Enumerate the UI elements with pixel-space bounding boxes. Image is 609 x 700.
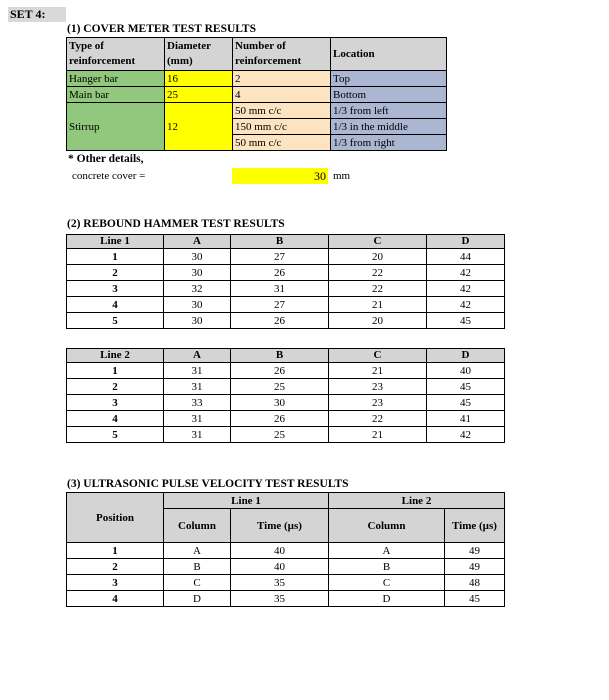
line1-column-cell: C bbox=[164, 575, 231, 591]
other-details-label: * Other details, bbox=[68, 153, 144, 165]
position-cell: 3 bbox=[67, 575, 164, 591]
position-cell: 1 bbox=[67, 543, 164, 559]
value-cell-b: 27 bbox=[231, 249, 329, 265]
value-cell-a: 32 bbox=[164, 281, 231, 297]
column-header: Column bbox=[164, 509, 231, 543]
value-cell-b: 25 bbox=[231, 427, 329, 443]
table-row bbox=[67, 71, 447, 87]
table-row bbox=[67, 313, 505, 329]
rebound-line2-table bbox=[66, 348, 505, 443]
diameter-cell: 16 bbox=[165, 71, 233, 87]
column-header-c: C bbox=[329, 349, 427, 363]
row-number: 5 bbox=[67, 427, 164, 443]
time-header: Time (µs) bbox=[445, 509, 505, 543]
table-row bbox=[67, 575, 505, 591]
location-cell: 1/3 in the middle bbox=[331, 119, 447, 135]
diameter-cell: 12 bbox=[165, 103, 233, 151]
value-cell-a: 30 bbox=[164, 265, 231, 281]
value-cell-d: 42 bbox=[427, 265, 505, 281]
value-cell-b: 26 bbox=[231, 363, 329, 379]
row-number: 3 bbox=[67, 281, 164, 297]
value-cell-d: 41 bbox=[427, 411, 505, 427]
number-cell: 4 bbox=[233, 87, 331, 103]
line-label: Line 2 bbox=[67, 349, 164, 363]
row-number: 1 bbox=[67, 363, 164, 379]
value-cell-a: 31 bbox=[164, 379, 231, 395]
upv-title: (3) ULTRASONIC PULSE VELOCITY TEST RESULTS bbox=[67, 478, 349, 490]
value-cell-d: 40 bbox=[427, 363, 505, 379]
rebound-line1-table bbox=[66, 234, 505, 329]
line2-column-cell: B bbox=[329, 559, 445, 575]
line2-header: Line 2 bbox=[329, 493, 505, 509]
concrete-cover-value: 30 bbox=[232, 168, 328, 184]
cover-meter-title: (1) COVER METER TEST RESULTS bbox=[67, 23, 256, 35]
header-diameter: Diameter (mm) bbox=[165, 38, 233, 71]
type-cell: Stirrup bbox=[67, 103, 165, 151]
upv-table bbox=[66, 492, 505, 607]
header-type: Type of reinforcement bbox=[67, 38, 165, 71]
table-row bbox=[67, 87, 447, 103]
value-cell-c: 21 bbox=[329, 427, 427, 443]
rebound-title: (2) REBOUND HAMMER TEST RESULTS bbox=[67, 218, 285, 230]
set-label: SET 4: bbox=[8, 7, 66, 22]
value-cell-b: 30 bbox=[231, 395, 329, 411]
location-cell: 1/3 from right bbox=[331, 135, 447, 151]
table-row bbox=[67, 265, 505, 281]
column-header-b: B bbox=[231, 235, 329, 249]
value-cell-d: 42 bbox=[427, 297, 505, 313]
header-number: Number of reinforcement bbox=[233, 38, 331, 71]
diameter-cell: 25 bbox=[165, 87, 233, 103]
line2-time-cell: 45 bbox=[445, 591, 505, 607]
value-cell-b: 25 bbox=[231, 379, 329, 395]
row-number: 1 bbox=[67, 249, 164, 265]
value-cell-a: 31 bbox=[164, 427, 231, 443]
line2-column-cell: D bbox=[329, 591, 445, 607]
value-cell-c: 21 bbox=[329, 297, 427, 313]
position-cell: 4 bbox=[67, 591, 164, 607]
row-number: 2 bbox=[67, 265, 164, 281]
value-cell-b: 26 bbox=[231, 265, 329, 281]
row-number: 4 bbox=[67, 411, 164, 427]
line2-column-cell: C bbox=[329, 575, 445, 591]
spacing-cell: 50 mm c/c bbox=[233, 103, 331, 119]
value-cell-c: 22 bbox=[329, 411, 427, 427]
table-row bbox=[67, 103, 447, 119]
position-header: Position bbox=[67, 493, 164, 543]
table-row bbox=[67, 395, 505, 411]
column-header: Column bbox=[329, 509, 445, 543]
table-row bbox=[67, 543, 505, 559]
type-cell: Hanger bar bbox=[67, 71, 165, 87]
value-cell-b: 27 bbox=[231, 297, 329, 313]
spacing-cell: 50 mm c/c bbox=[233, 135, 331, 151]
value-cell-a: 30 bbox=[164, 249, 231, 265]
table-row bbox=[67, 379, 505, 395]
value-cell-c: 21 bbox=[329, 363, 427, 379]
rebound-line2-header bbox=[67, 349, 505, 363]
column-header-a: A bbox=[164, 235, 231, 249]
value-cell-c: 22 bbox=[329, 265, 427, 281]
value-cell-d: 44 bbox=[427, 249, 505, 265]
row-number: 2 bbox=[67, 379, 164, 395]
value-cell-a: 30 bbox=[164, 297, 231, 313]
column-header-d: D bbox=[427, 349, 505, 363]
line1-time-cell: 35 bbox=[231, 591, 329, 607]
column-header-b: B bbox=[231, 349, 329, 363]
number-cell: 2 bbox=[233, 71, 331, 87]
location-cell: Top bbox=[331, 71, 447, 87]
value-cell-a: 31 bbox=[164, 363, 231, 379]
value-cell-d: 45 bbox=[427, 379, 505, 395]
concrete-cover-label: concrete cover = bbox=[72, 170, 146, 182]
row-number: 5 bbox=[67, 313, 164, 329]
value-cell-d: 45 bbox=[427, 313, 505, 329]
line2-column-cell: A bbox=[329, 543, 445, 559]
value-cell-b: 26 bbox=[231, 313, 329, 329]
line1-column-cell: A bbox=[164, 543, 231, 559]
line1-column-cell: D bbox=[164, 591, 231, 607]
line2-time-cell: 49 bbox=[445, 559, 505, 575]
row-number: 4 bbox=[67, 297, 164, 313]
concrete-cover-unit: mm bbox=[333, 170, 351, 182]
column-header-a: A bbox=[164, 349, 231, 363]
table-row bbox=[67, 281, 505, 297]
value-cell-d: 42 bbox=[427, 281, 505, 297]
line2-time-cell: 48 bbox=[445, 575, 505, 591]
row-number: 3 bbox=[67, 395, 164, 411]
line1-time-cell: 35 bbox=[231, 575, 329, 591]
value-cell-c: 23 bbox=[329, 395, 427, 411]
value-cell-d: 45 bbox=[427, 395, 505, 411]
time-header: Time (µs) bbox=[231, 509, 329, 543]
value-cell-a: 31 bbox=[164, 411, 231, 427]
line1-time-cell: 40 bbox=[231, 543, 329, 559]
location-cell: 1/3 from left bbox=[331, 103, 447, 119]
table-row bbox=[67, 249, 505, 265]
value-cell-b: 26 bbox=[231, 411, 329, 427]
value-cell-c: 20 bbox=[329, 313, 427, 329]
position-cell: 2 bbox=[67, 559, 164, 575]
line1-time-cell: 40 bbox=[231, 559, 329, 575]
table-row bbox=[67, 559, 505, 575]
value-cell-c: 23 bbox=[329, 379, 427, 395]
line1-header: Line 1 bbox=[164, 493, 329, 509]
line2-time-cell: 49 bbox=[445, 543, 505, 559]
table-row bbox=[67, 411, 505, 427]
column-header-c: C bbox=[329, 235, 427, 249]
cover-meter-table bbox=[66, 37, 447, 151]
type-cell: Main bar bbox=[67, 87, 165, 103]
header-location: Location bbox=[331, 38, 447, 71]
line-label: Line 1 bbox=[67, 235, 164, 249]
value-cell-c: 22 bbox=[329, 281, 427, 297]
rebound-line1-header bbox=[67, 235, 505, 249]
value-cell-a: 30 bbox=[164, 313, 231, 329]
table-row bbox=[67, 591, 505, 607]
column-header-d: D bbox=[427, 235, 505, 249]
value-cell-b: 31 bbox=[231, 281, 329, 297]
table-row bbox=[67, 297, 505, 313]
table-row bbox=[67, 363, 505, 379]
value-cell-d: 42 bbox=[427, 427, 505, 443]
spacing-cell: 150 mm c/c bbox=[233, 119, 331, 135]
line1-column-cell: B bbox=[164, 559, 231, 575]
table-row bbox=[67, 427, 505, 443]
value-cell-a: 33 bbox=[164, 395, 231, 411]
location-cell: Bottom bbox=[331, 87, 447, 103]
value-cell-c: 20 bbox=[329, 249, 427, 265]
